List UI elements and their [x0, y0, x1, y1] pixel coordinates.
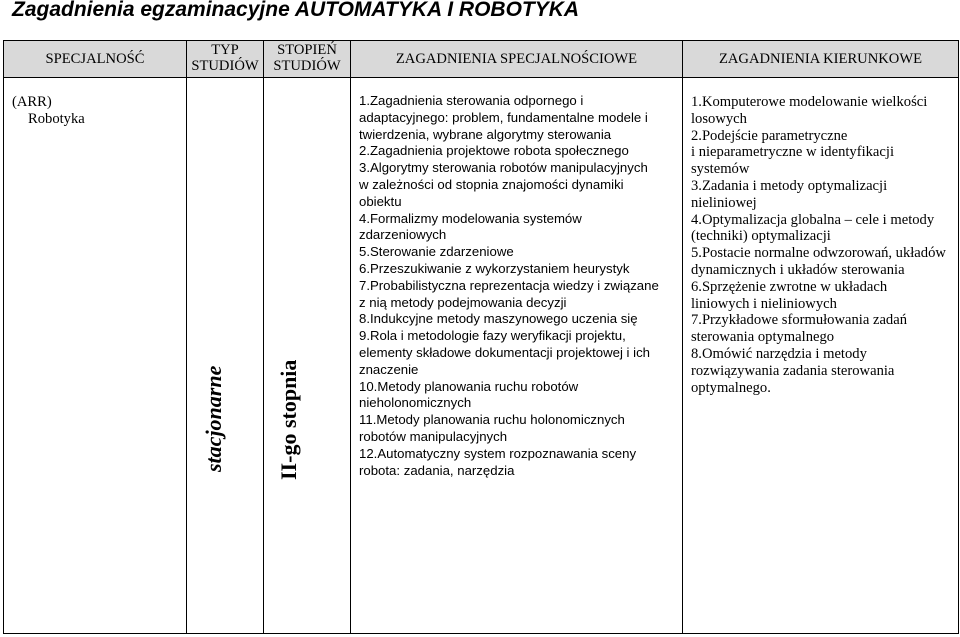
major-topic-line: systemów: [691, 161, 750, 178]
specialty-code: (ARR): [12, 94, 52, 110]
study-degree: II-go stopnia: [276, 359, 301, 480]
specialty-topic-line: 5.Sterowanie zdarzeniowe: [359, 244, 514, 260]
specialty-topic-line: 4.Formalizmy modelowania systemów: [359, 210, 582, 226]
header-stopien-line2: STUDIÓW: [273, 58, 341, 74]
specialty-topic-line: 12.Automatyczny system rozpoznawania sceny: [359, 445, 637, 461]
specialty-topic-line: robotów manipulacyjnych: [359, 428, 508, 444]
specialty-topic-line: nieholonomicznych: [359, 395, 472, 411]
header-zagadnienia-kierunkowe: [683, 51, 958, 67]
column-divider-2: [263, 40, 264, 634]
major-topic-line: 1.Komputerowe modelowanie wielkości: [691, 94, 928, 110]
column-divider-4: [682, 40, 683, 634]
specialty-topic-line: znaczenie: [359, 361, 419, 377]
major-topic-line: (techniki) optymalizacji: [691, 228, 831, 245]
specialty-topic-line: 7.Probabilistyczna reprezentacja wiedzy i związane: [359, 277, 659, 293]
table-left-border: [3, 40, 4, 634]
header-typ-line1: TYP: [211, 42, 239, 58]
header-zag-spec-label: ZAGADNIENIA SPECJALNOŚCIOWE: [395, 51, 638, 67]
header-stopien-line1: STOPIEŃ: [277, 42, 337, 58]
major-topic-line: 6.Sprzężenie zwrotne w układach: [691, 278, 888, 295]
specialty-topic-line: 11.Metody planowania ruchu holonomicznych: [359, 412, 625, 428]
specialty-topic-line: 3.Algorytmy sterowania robotów manipulacyjnych: [359, 160, 648, 176]
header-zag-kier-label: ZAGADNIENIA KIERUNKOWE: [718, 51, 923, 67]
column-divider-1: [186, 40, 187, 634]
major-topics-list: [691, 94, 956, 396]
header-bottom-border: [3, 77, 958, 78]
major-topic-line: 7.Przykładowe sformułowania zadań: [691, 312, 907, 329]
major-topic-line: 5.Postacie normalne odwzorowań, układów: [691, 245, 946, 262]
major-topic-line: nieliniowej: [691, 194, 757, 211]
major-topic-line: losowych: [691, 110, 747, 127]
header-zagadnienia-specjalnosciowe: [351, 51, 682, 67]
major-topic-line: rozwiązywania zadania sterowania: [691, 362, 895, 379]
header-specjalnosc-label: SPECJALNOŚĆ: [45, 51, 145, 67]
major-topic-line: 8.Omówić narzędzia i metody: [691, 345, 867, 362]
major-topic-line: i nieparametryczne w identyfikacji: [691, 144, 895, 161]
specialty-topic-line: elementy składowe dokumentacji projektowej i ich: [359, 344, 651, 360]
specialty-topic-line: twierdzenia, wybrane algorytmy sterowania: [359, 126, 612, 142]
header-stopien-studiow: [264, 42, 350, 74]
specialty-name: Robotyka: [28, 111, 85, 127]
table-bottom-border: [3, 633, 958, 634]
specialty-topic-line: 6.Przeszukiwanie z wykorzystaniem heurystyk: [359, 260, 630, 276]
major-topic-line: liniowych i nieliniowych: [691, 295, 837, 312]
specialty-topic-line: 10.Metody planowania ruchu robotów: [359, 378, 579, 394]
study-type: stacjonarne: [201, 365, 226, 472]
specialty-topic-line: adaptacyjnego: problem, fundamentalne modele i: [359, 109, 648, 125]
specialty-topic-line: obiektu: [359, 193, 402, 209]
major-topic-line: dynamicznych i układów sterowania: [691, 261, 905, 278]
header-specjalnosc: [4, 51, 186, 67]
column-divider-3: [350, 40, 351, 634]
major-topic-line: 4.Optymalizacja globalna – cele i metody: [691, 211, 935, 228]
specialty-topic-line: zdarzeniowych: [359, 227, 447, 243]
specialty-topic-line: w zależności od stopnia znajomości dynamiki: [359, 176, 624, 192]
specialty-topic-line: 1.Zagadnienia sterowania odpornego i: [359, 93, 584, 108]
major-topic-line: optymalnego.: [691, 379, 771, 396]
table-right-border: [958, 40, 959, 634]
specialty-topic-line: 2.Zagadnienia projektowe robota społecznego: [359, 143, 629, 159]
specialty-topics-list: [359, 93, 679, 479]
major-topic-line: 3.Zadania i metody optymalizacji: [691, 177, 888, 194]
header-typ-studiow: [187, 42, 263, 74]
table-top-border: [3, 40, 958, 41]
header-typ-line2: STUDIÓW: [191, 58, 259, 74]
specialty-topic-line: 9.Rola i metodologie fazy weryfikacji projektu,: [359, 328, 626, 344]
specialty-topic-line: robota: zadania, narzędzia: [359, 462, 515, 478]
document-title: Zagadnienia egzaminacyjne AUTOMATYKA I ROBOTYKA: [12, 0, 580, 21]
major-topic-line: sterowania optymalnego: [691, 329, 835, 346]
specialty-topic-line: 8.Indukcyjne metody maszynowego uczenia się: [359, 311, 638, 327]
major-topic-line: 2.Podejście parametryczne: [691, 127, 848, 144]
specialty-topic-line: z nią metody podejmowania decyzji: [359, 294, 567, 310]
